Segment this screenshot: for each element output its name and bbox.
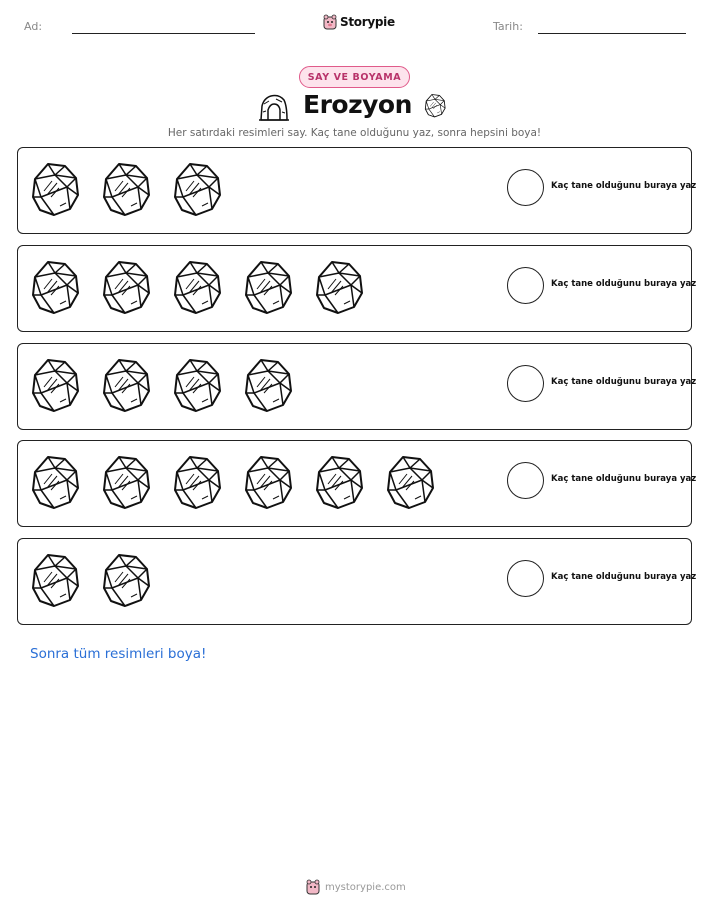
gem-icon[interactable] <box>101 357 151 413</box>
gem-icon[interactable] <box>30 161 80 217</box>
footer-brand <box>306 879 406 895</box>
counting-row <box>17 440 697 527</box>
gem-icon[interactable] <box>101 259 151 315</box>
name-input-line[interactable] <box>72 33 255 34</box>
date-input-line[interactable] <box>538 33 686 34</box>
date-label: Tarih: <box>493 20 523 33</box>
page-title: Erozyon <box>303 90 412 119</box>
answer-label: Kaç tane olduğunu buraya yaz <box>551 572 697 582</box>
footer-site: mystorypie.com <box>325 881 406 893</box>
gem-icon[interactable] <box>101 552 151 608</box>
mascot-icon <box>323 14 337 30</box>
gem-icon[interactable] <box>172 161 222 217</box>
instructions-text: Her satırdaki resimleri say. Kaç tane olduğunu yaz, sonra hepsini boya! <box>167 127 542 139</box>
footer-mascot-icon <box>306 879 320 895</box>
gem-icon[interactable] <box>385 454 435 510</box>
answer-circle[interactable] <box>507 462 544 499</box>
answer-label: Kaç tane olduğunu buraya yaz <box>551 279 697 289</box>
title-row <box>256 90 456 126</box>
gem-icon[interactable] <box>243 259 293 315</box>
name-label: Ad: <box>24 20 43 33</box>
gem-icon[interactable] <box>243 357 293 413</box>
rock-arch-icon <box>259 92 289 122</box>
activity-badge: SAY VE BOYAMA <box>299 66 410 88</box>
gem-icon[interactable] <box>101 161 151 217</box>
gem-icon[interactable] <box>30 259 80 315</box>
title-gem-icon <box>424 93 446 118</box>
answer-circle[interactable] <box>507 560 544 597</box>
brand-name: Storypie <box>340 15 395 29</box>
gem-icon[interactable] <box>172 357 222 413</box>
gem-group <box>30 357 314 413</box>
gem-icon[interactable] <box>101 454 151 510</box>
worksheet-header <box>0 0 709 50</box>
gem-icon[interactable] <box>172 259 222 315</box>
gem-icon[interactable] <box>314 454 364 510</box>
gem-icon[interactable] <box>314 259 364 315</box>
counting-row <box>17 147 697 234</box>
answer-label: Kaç tane olduğunu buraya yaz <box>551 377 697 387</box>
counting-row <box>17 538 697 625</box>
answer-label: Kaç tane olduğunu buraya yaz <box>551 474 697 484</box>
answer-circle[interactable] <box>507 365 544 402</box>
gem-icon[interactable] <box>172 454 222 510</box>
gem-icon[interactable] <box>243 454 293 510</box>
brand-logo <box>323 14 395 30</box>
answer-circle[interactable] <box>507 267 544 304</box>
gem-group <box>30 259 385 315</box>
gem-group <box>30 552 172 608</box>
footer-note: Sonra tüm resimleri boya! <box>30 646 207 662</box>
gem-group <box>30 454 456 510</box>
counting-row <box>17 343 697 430</box>
gem-group <box>30 161 243 217</box>
answer-circle[interactable] <box>507 169 544 206</box>
gem-icon[interactable] <box>30 454 80 510</box>
answer-label: Kaç tane olduğunu buraya yaz <box>551 181 697 191</box>
counting-row <box>17 245 697 332</box>
gem-icon[interactable] <box>30 552 80 608</box>
gem-icon[interactable] <box>30 357 80 413</box>
